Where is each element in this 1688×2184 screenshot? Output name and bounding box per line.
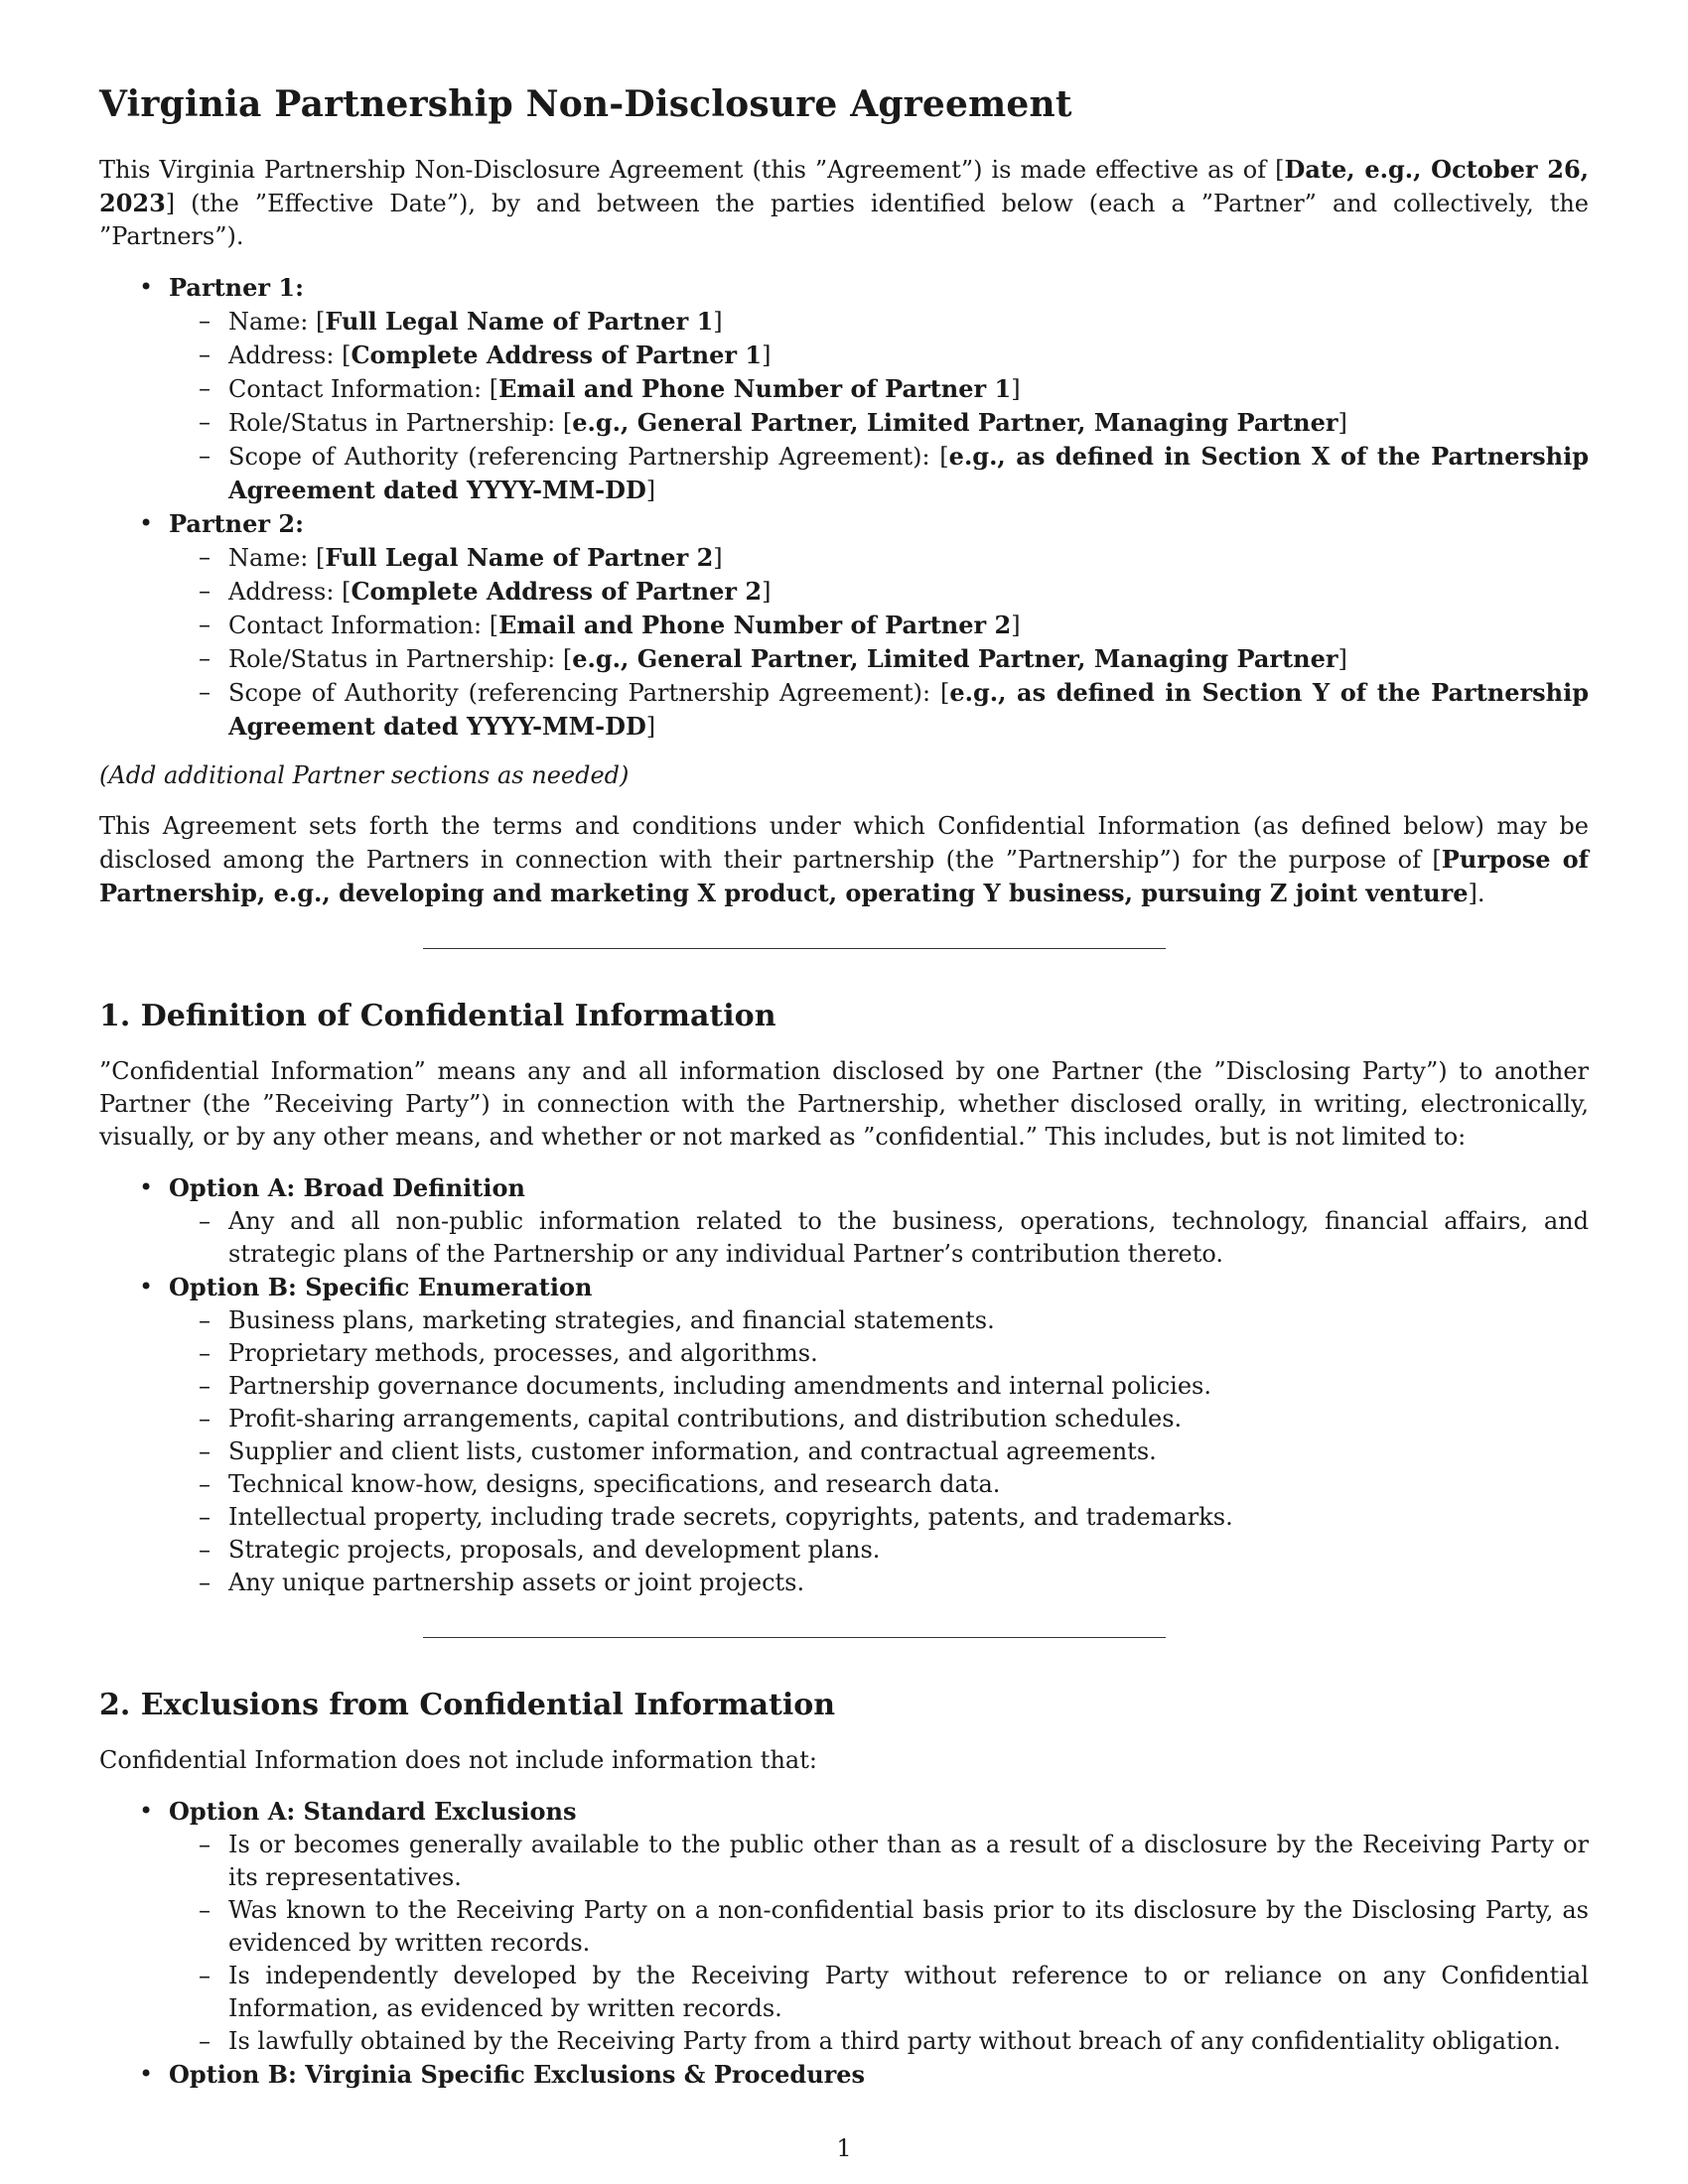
list-item: – Is lawfully obtained by the Receiving Party from a third party without breach of any confidentiality obligation.: [228, 2025, 1589, 2058]
section-2-intro: Confidential Information does not include information that:: [99, 1746, 817, 1774]
list-item: – Intellectual property, including trade secrets, copyrights, patents, and trademarks.: [228, 1501, 1589, 1534]
section-2-options: [99, 1795, 1589, 2092]
option-a-heading: Option A: Broad Definition: [169, 1173, 525, 1202]
partner-2-authority: – Scope of Authority (referencing Partnership Agreement): [e.g., as defined in Section Y of the Partnership Agreement dated YYYY-MM-DD]: [228, 676, 1589, 744]
list-item: – Partnership governance documents, including amendments and internal policies.: [228, 1370, 1589, 1403]
partner-1-name: – Name: [Full Legal Name of Partner 1]: [228, 305, 1589, 339]
section-1-heading: 1. Definition of Confidential Information: [99, 999, 776, 1033]
list-item: – Profit-sharing arrangements, capital contributions, and distribution schedules.: [228, 1403, 1589, 1435]
partner-1-heading: Partner 1:: [169, 273, 304, 302]
section-2-option-a: [169, 1795, 1589, 2058]
section-divider: [423, 948, 1166, 949]
list-item: – Any unique partnership assets or joint projects.: [228, 1567, 1589, 1599]
list-item: – Supplier and client lists, customer information, and contractual agreements.: [228, 1435, 1589, 1468]
list-item: – Strategic projects, proposals, and development plans.: [228, 1534, 1589, 1567]
intro-text-1: This Virginia Partnership Non-Disclosure Agreement (this ”Agreement”) is made effective as of [: [99, 156, 1285, 184]
list-item: – Was known to the Receiving Party on a non-confidential basis prior to its disclosure by the Disclosing Party, as evidenced by written records.: [228, 1894, 1589, 1960]
purpose-placeholder: Purpose of Partnership, e.g., developing and marketing X product, operating Y business, pursuing Z joint venture: [99, 845, 1589, 907]
partner-2-role: – Role/Status in Partnership: [e.g., General Partner, Limited Partner, Managing Partner]: [228, 642, 1589, 676]
partner-2-contact: – Contact Information: [Email and Phone Number of Partner 2]: [228, 609, 1589, 642]
option-b-items: [169, 1304, 1589, 1599]
option-b-heading: Option B: Specific Enumeration: [169, 1273, 593, 1301]
partner-1-authority: – Scope of Authority (referencing Partnership Agreement): [e.g., as defined in Section X of the Partnership Agreement dated YYYY-MM-DD]: [228, 440, 1589, 507]
section-1-intro: ”Confidential Information” means any and all information disclosed by one Partner (the ”Disclosing Party”) to another Partner (the ”Receiving Party”) in connection with the Partnership, whether disclosed orally, in writing, electronically, visually, or by any other means, and whether or not marked as ”confidential.” This includes, but is not limited to:: [99, 1057, 1589, 1151]
list-item: – Any and all non-public information related to the business, operations, technology, financial affairs, and strategic plans of the Partnership or any individual Partner’s contribution thereto.: [228, 1205, 1589, 1271]
section-1-option-a: [169, 1171, 1589, 1271]
section-2-option-b: [169, 2058, 1589, 2092]
intro-text-2: ] (the ”Effective Date”), by and between the parties identified below (each a ”Partner” and collectively, the ”Partners”).: [99, 190, 1589, 250]
partner-2-heading: Partner 2:: [169, 509, 304, 538]
partners-list: [99, 271, 1589, 744]
partner-1-address: – Address: [Complete Address of Partner 1]: [228, 339, 1589, 372]
partner-2-fields: [169, 541, 1589, 744]
section-1-options: [99, 1171, 1589, 1599]
partner-1: [169, 271, 1589, 507]
section-1-option-b: [169, 1271, 1589, 1599]
partner-1-contact: – Contact Information: [Email and Phone Number of Partner 1]: [228, 372, 1589, 406]
document-page: [99, 83, 1589, 2108]
option-a-items: [169, 1205, 1589, 1271]
section-2-heading: 2. Exclusions from Confidential Information: [99, 1688, 836, 1722]
add-partner-note: (Add additional Partner sections as needed): [99, 761, 630, 789]
partner-2-name: – Name: [Full Legal Name of Partner 2]: [228, 541, 1589, 575]
option-a-heading: Option A: Standard Exclusions: [169, 1797, 577, 1826]
page-number: 1: [836, 2134, 852, 2162]
intro-paragraph: [99, 153, 1589, 253]
effective-date-placeholder: Date, e.g., October 26, 2023: [99, 155, 1589, 217]
list-item: – Is independently developed by the Receiving Party without reference to or reliance on any Confidential Information, as evidenced by written records.: [228, 1960, 1589, 2025]
section-divider: [423, 1637, 1166, 1638]
purpose-paragraph: This Agreement sets forth the terms and conditions under which Confidential Information (as defined below) may be disclosed among the Partners in connection with their partnership (the ”Partnership”) for the purpose of [Purpose of Partnership, e.g., developing and marketing X product, operating Y business, pursuing Z joint venture].: [99, 812, 1589, 907]
partner-1-role: – Role/Status in Partnership: [e.g., General Partner, Limited Partner, Managing Partner]: [228, 406, 1589, 440]
option-b-heading: Option B: Virginia Specific Exclusions & Procedures: [169, 2060, 866, 2089]
list-item: – Business plans, marketing strategies, and financial statements.: [228, 1304, 1589, 1337]
partner-2: [169, 507, 1589, 744]
list-item: – Technical know-how, designs, specifications, and research data.: [228, 1468, 1589, 1501]
list-item: – Is or becomes generally available to the public other than as a result of a disclosure by the Receiving Party or its representatives.: [228, 1829, 1589, 1894]
partner-2-address: – Address: [Complete Address of Partner 2]: [228, 575, 1589, 609]
document-title: Virginia Partnership Non-Disclosure Agreement: [99, 83, 1072, 125]
partner-1-fields: [169, 305, 1589, 507]
list-item: – Proprietary methods, processes, and algorithms.: [228, 1337, 1589, 1370]
option-a-items: [169, 1829, 1589, 2058]
